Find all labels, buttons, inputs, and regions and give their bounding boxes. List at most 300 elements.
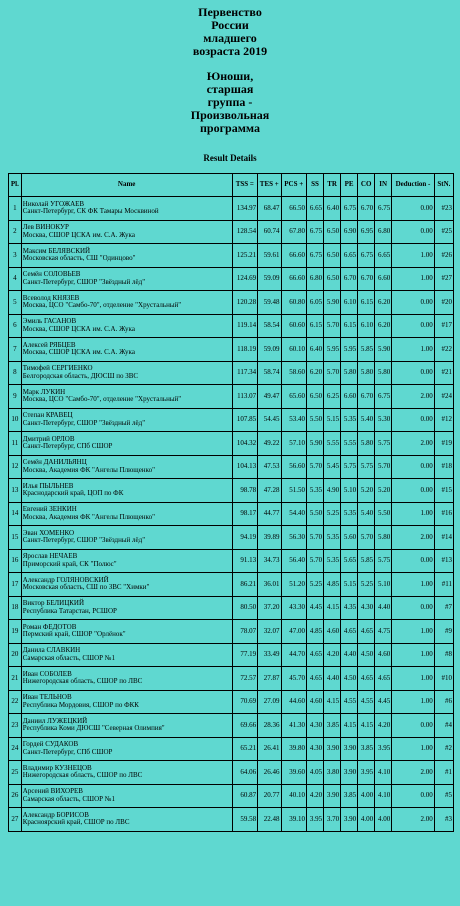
cell-ss: 4.65: [307, 667, 324, 691]
category-title-line: Произвольная: [190, 108, 270, 122]
header: [0, 6, 460, 163]
cell-ded: 2.00: [392, 808, 435, 832]
table-row: [9, 267, 454, 291]
cell-pcs: 58.60: [281, 361, 307, 385]
cell-tes: 26.41: [258, 737, 281, 761]
cell-tr: 6.40: [324, 197, 341, 221]
cell-tes: 58.54: [258, 314, 281, 338]
cell-co: 6.70: [358, 267, 375, 291]
skater-name: Ярослав НЕЧАЕВ: [22, 552, 78, 561]
cell-in: 4.65: [375, 667, 392, 691]
cell-tr: 5.70: [324, 361, 341, 385]
cell-skater: [21, 479, 232, 503]
header-row: [9, 174, 454, 197]
cell-tr: 3.90: [324, 784, 341, 808]
cell-ded: 0.00: [392, 549, 435, 573]
cell-skater: [21, 667, 232, 691]
cell-pe: 4.40: [341, 643, 358, 667]
cell-ded: 1.00: [392, 667, 435, 691]
cell-in: 4.10: [375, 784, 392, 808]
cell-place: 10: [9, 408, 22, 432]
table-header: [9, 174, 454, 197]
skater-name: Эмиль ГАСАНОВ: [22, 317, 77, 326]
skater-club: Пермский край, СШОР "Орлёнок": [22, 630, 126, 639]
cell-in: 4.60: [375, 643, 392, 667]
cell-stn: #15: [434, 479, 453, 503]
event-title-line: возраста 2019: [192, 44, 268, 58]
table-row: [9, 361, 454, 385]
cell-tss: 98.78: [232, 479, 258, 503]
table-row: [9, 643, 454, 667]
cell-tr: 3.90: [324, 737, 341, 761]
cell-tr: 4.85: [324, 573, 341, 597]
table-row: [9, 761, 454, 785]
cell-tes: 54.45: [258, 408, 281, 432]
cell-skater: [21, 737, 232, 761]
cell-pcs: 43.30: [281, 596, 307, 620]
cell-in: 6.75: [375, 385, 392, 409]
cell-tr: 5.35: [324, 549, 341, 573]
skater-club: Нижегородская область, СШОР по ЛВС: [22, 771, 143, 780]
cell-skater: [21, 361, 232, 385]
skater-name: Иван ТЕЛЬНОВ: [22, 693, 72, 702]
cell-place: 6: [9, 314, 22, 338]
cell-skater: [21, 220, 232, 244]
cell-skater: [21, 338, 232, 362]
cell-co: 5.25: [358, 573, 375, 597]
cell-tr: 5.25: [324, 502, 341, 526]
cell-pcs: 40.10: [281, 784, 307, 808]
cell-pcs: 39.60: [281, 761, 307, 785]
event-title-line: Первенство: [198, 5, 262, 19]
skater-club: Москва, Академия ФК "Ангелы Плющенко": [22, 512, 155, 521]
cell-stn: #13: [434, 549, 453, 573]
cell-pe: 6.90: [341, 220, 358, 244]
cell-tes: 47.53: [258, 455, 281, 479]
cell-tes: 27.09: [258, 690, 281, 714]
cell-skater: [21, 455, 232, 479]
cell-stn: #24: [434, 385, 453, 409]
skater-name: Тимофей СЕРГИЕНКО: [22, 364, 93, 373]
cell-pcs: 57.10: [281, 432, 307, 456]
table-row: [9, 220, 454, 244]
table-row: [9, 408, 454, 432]
skater-club: Краснодарский край, ЦОП по ФК: [22, 489, 124, 498]
cell-pe: 5.60: [341, 526, 358, 550]
cell-skater: [21, 596, 232, 620]
skater-club: Санкт-Петербург, СШОР "Звёздный лёд": [22, 277, 146, 286]
cell-stn: #3: [434, 808, 453, 832]
cell-ss: 4.30: [307, 714, 324, 738]
cell-tr: 5.90: [324, 291, 341, 315]
cell-tes: 26.46: [258, 761, 281, 785]
table-row: [9, 197, 454, 221]
cell-stn: #23: [434, 197, 453, 221]
cell-pcs: 54.40: [281, 502, 307, 526]
cell-pe: 3.90: [341, 737, 358, 761]
table-row: [9, 667, 454, 691]
cell-tes: 58.74: [258, 361, 281, 385]
col-deduction: Deduction -: [392, 174, 435, 197]
cell-tr: 4.40: [324, 667, 341, 691]
skater-name: Илья ПЫЛЬНЕВ: [22, 481, 74, 490]
cell-tes: 37.20: [258, 596, 281, 620]
cell-tss: 70.69: [232, 690, 258, 714]
cell-place: 9: [9, 385, 22, 409]
skater-club: Москва, СШОР ЦСКА им. С.А. Жука: [22, 324, 135, 333]
cell-pe: 5.65: [341, 549, 358, 573]
col-pcs: PCS +: [281, 174, 307, 197]
cell-stn: #9: [434, 620, 453, 644]
table-row: [9, 432, 454, 456]
cell-tr: 4.15: [324, 690, 341, 714]
cell-tr: 5.95: [324, 338, 341, 362]
skater-club: Санкт-Петербург, СШОР "Звёздный лёд": [22, 536, 146, 545]
cell-skater: [21, 267, 232, 291]
skater-name: Эван ХОМЕНКО: [22, 528, 75, 537]
cell-skater: [21, 385, 232, 409]
cell-pcs: 66.60: [281, 244, 307, 268]
cell-tss: 134.97: [232, 197, 258, 221]
skater-club: Московская область, СШ по ЗВС "Химки": [22, 583, 150, 592]
col-pe: PE: [341, 174, 358, 197]
cell-tss: 128.54: [232, 220, 258, 244]
cell-tr: 3.70: [324, 808, 341, 832]
cell-tes: 32.07: [258, 620, 281, 644]
cell-skater: [21, 244, 232, 268]
cell-ded: 0.00: [392, 220, 435, 244]
cell-tss: 91.13: [232, 549, 258, 573]
cell-stn: #5: [434, 784, 453, 808]
cell-co: 5.80: [358, 432, 375, 456]
cell-ded: 1.00: [392, 502, 435, 526]
cell-ded: 0.00: [392, 455, 435, 479]
skater-club: Московская область, СШ "Одинцово": [22, 254, 136, 263]
cell-ded: 2.00: [392, 385, 435, 409]
cell-in: 6.75: [375, 197, 392, 221]
cell-co: 4.65: [358, 620, 375, 644]
cell-place: 25: [9, 761, 22, 785]
cell-stn: #4: [434, 714, 453, 738]
cell-pe: 6.60: [341, 385, 358, 409]
cell-ded: 0.00: [392, 197, 435, 221]
skater-name: Степан КРАВЕЦ: [22, 411, 73, 420]
cell-stn: #19: [434, 432, 453, 456]
cell-tes: 59.09: [258, 267, 281, 291]
cell-in: 6.20: [375, 314, 392, 338]
cell-stn: #1: [434, 761, 453, 785]
cell-pcs: 39.10: [281, 808, 307, 832]
cell-ss: 4.20: [307, 784, 324, 808]
cell-stn: #25: [434, 220, 453, 244]
cell-pe: 6.15: [341, 314, 358, 338]
skater-club: Москва, ЦСО "Самбо-70", отделение "Хрустальный": [22, 301, 182, 310]
cell-pcs: 44.70: [281, 643, 307, 667]
cell-in: 6.20: [375, 291, 392, 315]
cell-pe: 4.55: [341, 690, 358, 714]
cell-in: 5.90: [375, 338, 392, 362]
table-row: [9, 502, 454, 526]
cell-place: 27: [9, 808, 22, 832]
skater-club: Нижегородская область, СШОР по ЛВС: [22, 677, 143, 686]
skater-name: Максим БЕЛЯВСКИЙ: [22, 246, 91, 255]
cell-tr: 3.85: [324, 714, 341, 738]
cell-skater: [21, 291, 232, 315]
table-row: [9, 244, 454, 268]
table-row: [9, 808, 454, 832]
col-tss: TSS =: [232, 174, 258, 197]
cell-pe: 5.15: [341, 573, 358, 597]
cell-co: 4.15: [358, 714, 375, 738]
cell-pe: 6.70: [341, 267, 358, 291]
cell-pcs: 60.80: [281, 291, 307, 315]
cell-tss: 64.06: [232, 761, 258, 785]
cell-in: 4.75: [375, 620, 392, 644]
cell-tss: 107.85: [232, 408, 258, 432]
cell-co: 4.00: [358, 784, 375, 808]
cell-pe: 5.80: [341, 361, 358, 385]
cell-stn: #11: [434, 573, 453, 597]
cell-skater: [21, 408, 232, 432]
cell-skater: [21, 314, 232, 338]
cell-pe: 5.10: [341, 479, 358, 503]
cell-skater: [21, 432, 232, 456]
cell-ss: 6.65: [307, 197, 324, 221]
table-row: [9, 338, 454, 362]
cell-ded: 0.00: [392, 596, 435, 620]
cell-tss: 120.28: [232, 291, 258, 315]
cell-place: 19: [9, 620, 22, 644]
cell-ded: 1.00: [392, 690, 435, 714]
cell-place: 21: [9, 667, 22, 691]
cell-ss: 4.60: [307, 690, 324, 714]
cell-stn: #20: [434, 291, 453, 315]
cell-place: 20: [9, 643, 22, 667]
cell-ded: 0.00: [392, 479, 435, 503]
col-pl: Pl.: [9, 174, 22, 197]
cell-stn: #14: [434, 526, 453, 550]
cell-co: 5.80: [358, 361, 375, 385]
cell-in: 5.70: [375, 455, 392, 479]
cell-tr: 4.20: [324, 643, 341, 667]
cell-tr: 5.15: [324, 408, 341, 432]
cell-skater: [21, 573, 232, 597]
cell-tr: 6.50: [324, 220, 341, 244]
cell-stn: #18: [434, 455, 453, 479]
cell-ss: 6.15: [307, 314, 324, 338]
cell-co: 3.85: [358, 737, 375, 761]
category-title-line: программа: [200, 121, 260, 135]
cell-ss: 6.80: [307, 267, 324, 291]
cell-co: 4.50: [358, 643, 375, 667]
cell-ss: 5.25: [307, 573, 324, 597]
cell-place: 16: [9, 549, 22, 573]
event-title: [0, 6, 460, 58]
skater-name: Николай УГОЖАЕВ: [22, 199, 85, 208]
cell-tr: 4.90: [324, 479, 341, 503]
cell-tr: 6.50: [324, 244, 341, 268]
cell-in: 6.65: [375, 244, 392, 268]
cell-pcs: 45.70: [281, 667, 307, 691]
cell-pcs: 51.20: [281, 573, 307, 597]
table-row: [9, 314, 454, 338]
cell-in: 5.10: [375, 573, 392, 597]
cell-pcs: 60.10: [281, 338, 307, 362]
cell-co: 3.95: [358, 761, 375, 785]
cell-tes: 59.09: [258, 338, 281, 362]
cell-place: 22: [9, 690, 22, 714]
table-row: [9, 479, 454, 503]
cell-place: 5: [9, 291, 22, 315]
cell-ss: 5.35: [307, 479, 324, 503]
skater-club: Республика Коми ДЮСШ "Северная Олимпия": [22, 724, 165, 733]
cell-ss: 6.75: [307, 220, 324, 244]
cell-tes: 59.61: [258, 244, 281, 268]
table-row: [9, 549, 454, 573]
skater-name: Семён СОЛОВЬЕВ: [22, 270, 81, 279]
skater-name: Иван СОБОЛЕВ: [22, 669, 72, 678]
cell-tes: 36.01: [258, 573, 281, 597]
cell-pe: 5.35: [341, 502, 358, 526]
cell-co: 5.85: [358, 338, 375, 362]
skater-name: Даниил ЛУЖЕЦКИЙ: [22, 716, 88, 725]
cell-ded: 1.00: [392, 643, 435, 667]
cell-tes: 20.77: [258, 784, 281, 808]
cell-tes: 49.22: [258, 432, 281, 456]
cell-ss: 6.20: [307, 361, 324, 385]
table-row: [9, 385, 454, 409]
category-title: [0, 70, 460, 135]
cell-skater: [21, 526, 232, 550]
skater-club: Приморский край, СК "Полюс": [22, 559, 117, 568]
cell-place: 24: [9, 737, 22, 761]
cell-pcs: 44.60: [281, 690, 307, 714]
cell-tss: 77.19: [232, 643, 258, 667]
col-ss: SS: [307, 174, 324, 197]
cell-place: 7: [9, 338, 22, 362]
cell-skater: [21, 784, 232, 808]
skater-name: Александр ГОЛЯНОВСКИЙ: [22, 575, 109, 584]
skater-name: Лев ВИНОКУР: [22, 223, 69, 232]
cell-tr: 5.55: [324, 432, 341, 456]
skater-club: Санкт-Петербург, СПб СШОР: [22, 747, 113, 756]
cell-pe: 3.85: [341, 784, 358, 808]
cell-pe: 4.50: [341, 667, 358, 691]
cell-tr: 5.35: [324, 526, 341, 550]
cell-place: 4: [9, 267, 22, 291]
cell-skater: [21, 643, 232, 667]
cell-stn: #21: [434, 361, 453, 385]
cell-pe: 5.35: [341, 408, 358, 432]
cell-co: 6.70: [358, 197, 375, 221]
skater-club: Красноярский край, СШОР по ЛВС: [22, 818, 130, 827]
col-tes: TES +: [258, 174, 281, 197]
cell-co: 5.40: [358, 502, 375, 526]
cell-stn: #16: [434, 502, 453, 526]
cell-ss: 4.05: [307, 761, 324, 785]
skater-name: Гордей СУДАКОВ: [22, 740, 79, 749]
cell-place: 23: [9, 714, 22, 738]
skater-club: Москва, СШОР ЦСКА им. С.А. Жука: [22, 348, 135, 357]
cell-ss: 4.30: [307, 737, 324, 761]
cell-stn: #12: [434, 408, 453, 432]
cell-tss: 72.57: [232, 667, 258, 691]
cell-in: 5.75: [375, 549, 392, 573]
cell-place: 15: [9, 526, 22, 550]
cell-co: 5.70: [358, 526, 375, 550]
cell-place: 17: [9, 573, 22, 597]
cell-skater: [21, 714, 232, 738]
cell-place: 11: [9, 432, 22, 456]
cell-pcs: 60.60: [281, 314, 307, 338]
skater-name: Марк ЛУКИН: [22, 387, 66, 396]
cell-ded: 0.00: [392, 361, 435, 385]
skater-club: Самарская область, СШОР №1: [22, 794, 115, 803]
cell-pe: 4.65: [341, 620, 358, 644]
cell-in: 6.60: [375, 267, 392, 291]
skater-club: Белгородская область, ДЮСШ по ЗВС: [22, 371, 139, 380]
cell-in: 5.30: [375, 408, 392, 432]
cell-ded: 0.00: [392, 784, 435, 808]
cell-in: 5.20: [375, 479, 392, 503]
skater-name: Владимир КУЗНЕЦОВ: [22, 763, 92, 772]
cell-place: 13: [9, 479, 22, 503]
event-title-line: России: [211, 18, 249, 32]
cell-ded: 1.00: [392, 573, 435, 597]
cell-tss: 60.87: [232, 784, 258, 808]
cell-pe: 6.65: [341, 244, 358, 268]
cell-pcs: 66.60: [281, 267, 307, 291]
cell-stn: #17: [434, 314, 453, 338]
cell-ss: 5.70: [307, 549, 324, 573]
cell-tss: 124.69: [232, 267, 258, 291]
cell-ded: 0.00: [392, 408, 435, 432]
skater-club: Санкт-Петербург, СШОР "Звёздный лёд": [22, 418, 146, 427]
cell-tss: 69.66: [232, 714, 258, 738]
cell-co: 4.30: [358, 596, 375, 620]
category-title-line: старшая: [206, 82, 254, 96]
skater-club: Самарская область, СШОР №1: [22, 653, 115, 662]
cell-ss: 5.50: [307, 502, 324, 526]
cell-tss: 119.14: [232, 314, 258, 338]
cell-ss: 4.85: [307, 620, 324, 644]
cell-pcs: 56.30: [281, 526, 307, 550]
cell-stn: #2: [434, 737, 453, 761]
cell-pcs: 56.40: [281, 549, 307, 573]
cell-pcs: 56.60: [281, 455, 307, 479]
cell-tes: 60.74: [258, 220, 281, 244]
cell-tes: 39.89: [258, 526, 281, 550]
skater-name: Александр БОРИСОВ: [22, 810, 89, 819]
cell-tr: 4.15: [324, 596, 341, 620]
cell-in: 4.10: [375, 761, 392, 785]
cell-place: 18: [9, 596, 22, 620]
cell-in: 4.20: [375, 714, 392, 738]
cell-place: 12: [9, 455, 22, 479]
cell-pe: 5.55: [341, 432, 358, 456]
cell-co: 5.40: [358, 408, 375, 432]
cell-ss: 6.40: [307, 338, 324, 362]
cell-co: 4.55: [358, 690, 375, 714]
category-title-line: группа -: [207, 95, 253, 109]
table-row: [9, 526, 454, 550]
cell-place: 3: [9, 244, 22, 268]
cell-skater: [21, 690, 232, 714]
table-row: [9, 596, 454, 620]
cell-ded: 2.00: [392, 432, 435, 456]
cell-ss: 4.45: [307, 596, 324, 620]
cell-tss: 104.32: [232, 432, 258, 456]
